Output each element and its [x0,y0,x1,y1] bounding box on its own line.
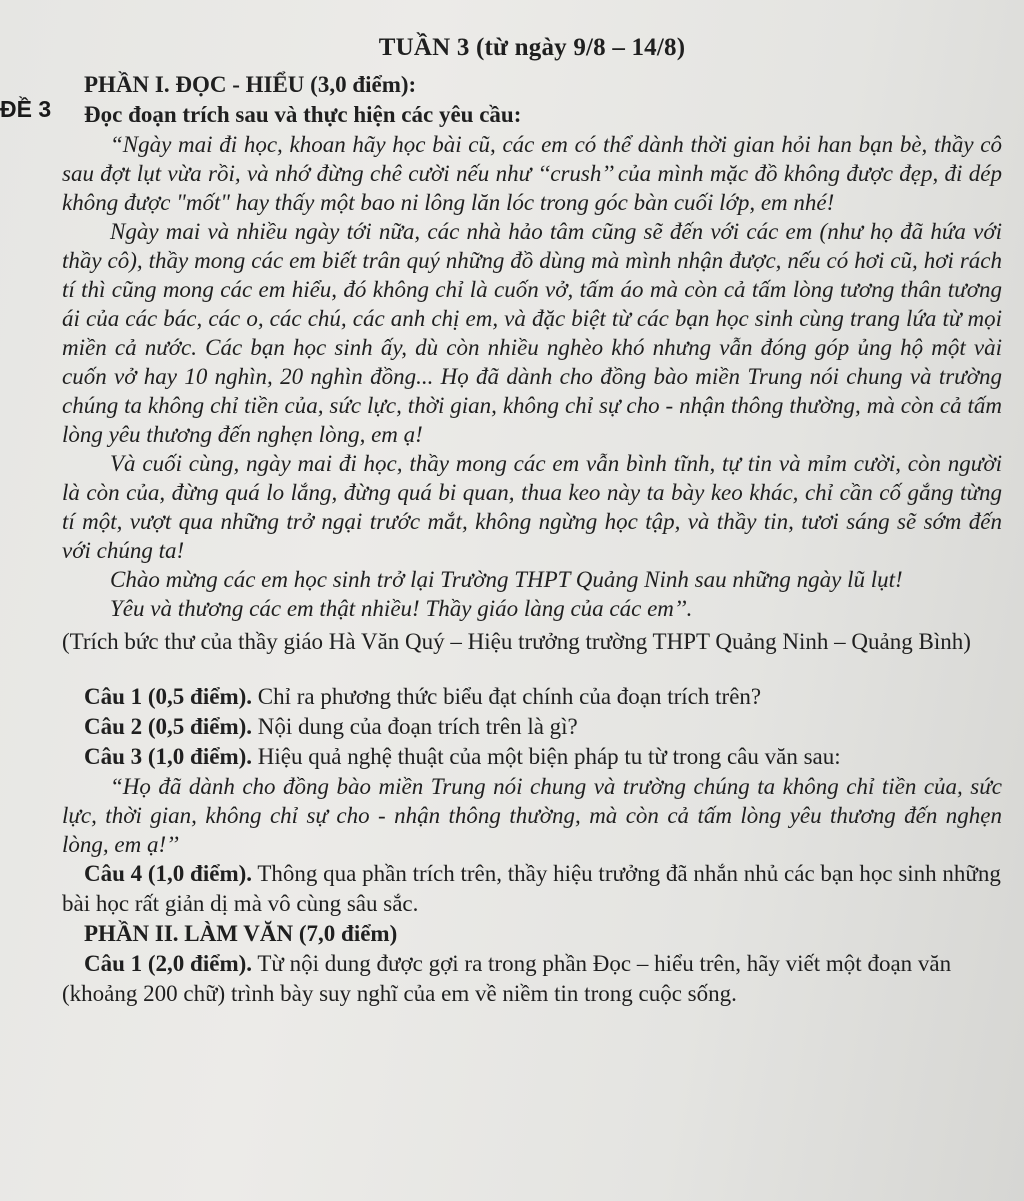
question-3-text: Hiệu quả nghệ thuật của một biện pháp tu từ trong câu văn sau: [252,744,841,769]
question-3 [62,742,1002,772]
question-4-label: Câu 4 (1,0 điểm). [84,861,253,886]
exam-number-label: ĐỀ 3 [0,96,52,122]
passage-paragraph-2: Ngày mai và nhiều ngày tới nữa, các nhà hảo tâm cũng sẽ đến với các em (như họ đã hứa với thầy cô), thầy mong các em biết trân quý những đồ dùng mà mình nhận được, nếu có hơi cũ, hơi rách tí thì cũng mong các em hiểu, đó không chỉ là cuốn vở, tấm áo mà còn cả tấm lòng tương thân tương ái của các bác, các o, các chú, các anh chị em, và đặc biệt từ các bạn học sinh cùng trang lứa từ mọi miền cả nước. Các bạn học sinh ấy, dù còn nhiều nghèo khó nhưng vẫn đóng góp ủng hộ một vài cuốn vở hay 10 nghìn, 20 nghìn đồng... Họ đã dành cho đồng bào miền Trung nói chung và trường chúng ta không chỉ tiền của, sức lực, thời gian, không chỉ sự cho - nhận thông thường, mà còn cả tấm lòng yêu thương đến nghẹn lòng, em ạ! [62,219,1002,447]
part2-question-1 [62,949,1002,1009]
part2-heading: PHẦN II. LÀM VĂN (7,0 điểm) [84,921,398,946]
question-2-label: Câu 2 (0,5 điểm). [84,714,253,739]
passage-paragraph-5: Yêu và thương các em thật nhiều! Thầy giáo làng của các em’’. [110,596,693,621]
passage-paragraph-3: Và cuối cùng, ngày mai đi học, thầy mong các em vẫn bình tĩnh, tự tin và mỉm cười, còn người là còn của, đừng quá lo lắng, đừng quá bi quan, thua keo này ta bày keo khác, chỉ cần cố gắng từng tí một, vượt qua những trở ngại trước mắt, không ngừng học tập, và thầy tin, tươi sáng sẽ sớm đến với chúng ta! [62,451,1002,563]
worksheet [62,34,1002,1009]
part1-instruction: Đọc đoạn trích sau và thực hiện các yêu cầu: [84,102,522,127]
question-1-label: Câu 1 (0,5 điểm). [84,684,253,709]
week-title: TUẦN 3 (từ ngày 9/8 – 14/8) [378,34,686,61]
question-3-label: Câu 3 (1,0 điểm). [84,744,253,769]
question-3-quote: “Họ đã dành cho đồng bào miền Trung nói chung và trường chúng ta không chỉ tiền của, sức lực, thời gian, không chỉ sự cho - nhận thông thường, mà còn cả tấm lòng yêu thương đến nghẹn lòng, em ạ!’’ [62,774,1002,857]
question-1 [62,682,1002,712]
question-4 [62,859,1002,919]
passage-paragraph-1: “Ngày mai đi học, khoan hãy học bài cũ, các em có thể dành thời gian hỏi han bạn bè, thầy cô sau đợt lụt vừa rồi, và nhớ đừng chê cười nếu như ‘‘crush’’ của mình mặc đồ không được đẹp, đi dép không được "mốt" hay thấy một bao ni lông lăn lóc trong góc bàn cuối lớp, em nhé! [62,132,1002,215]
question-2 [62,712,1002,742]
part2-question-1-label: Câu 1 (2,0 điểm). [84,951,253,976]
part2-question-1-text: Từ nội dung được gợi ra trong phần Đọc – hiểu trên, hãy viết một đoạn văn (khoảng 200 chữ) trình bày suy nghĩ của em về niềm tin trong cuộc sống. [62,951,952,1006]
part1-heading: PHẦN I. ĐỌC - HIỂU (3,0 điểm): [84,72,417,97]
question-1-text: Chỉ ra phương thức biểu đạt chính của đoạn trích trên? [252,684,762,709]
passage-paragraph-4: Chào mừng các em học sinh trở lại Trường THPT Quảng Ninh sau những ngày lũ lụt! [110,567,903,592]
question-2-text: Nội dung của đoạn trích trên là gì? [252,714,578,739]
passage-source: (Trích bức thư của thầy giáo Hà Văn Quý – Hiệu trưởng trường THPT Quảng Ninh – Quảng Bình) [62,629,971,654]
question-4-text: Thông qua phần trích trên, thầy hiệu trưởng đã nhắn nhủ các bạn học sinh những bài học rất giản dị mà vô cùng sâu sắc. [62,861,1001,916]
